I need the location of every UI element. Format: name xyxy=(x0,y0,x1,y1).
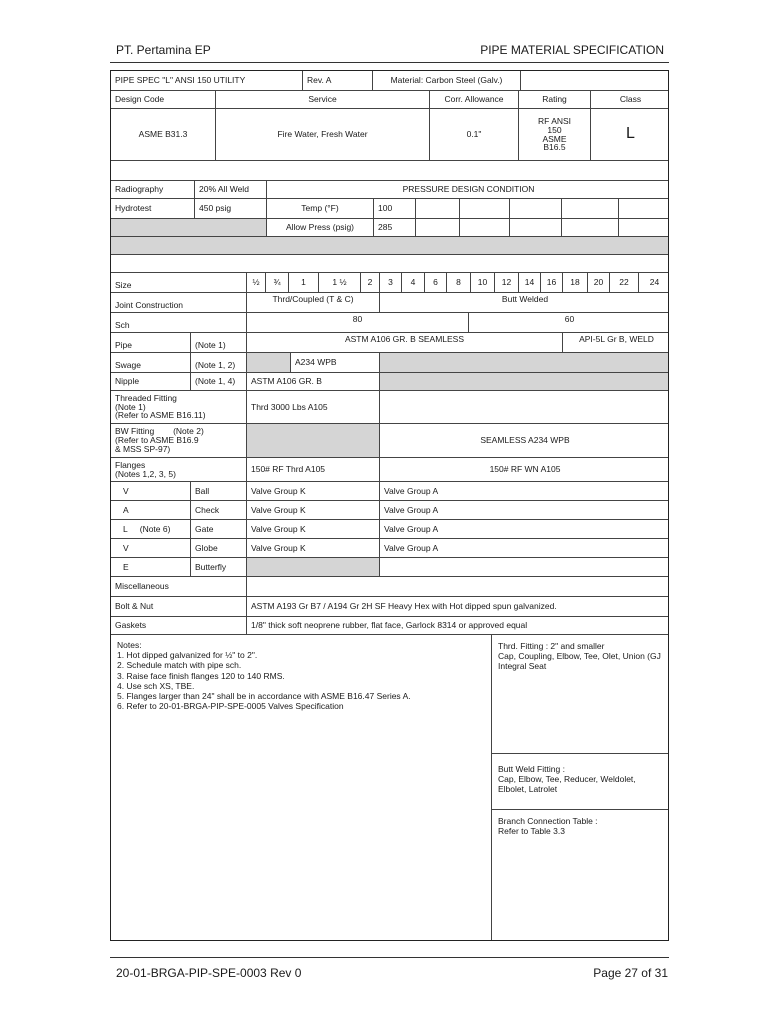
flanges-label xyxy=(111,458,247,482)
press-cell xyxy=(510,219,562,237)
valve-large-butterfly xyxy=(380,558,669,577)
class-label: Class xyxy=(591,91,669,109)
valve-small-check: Valve Group K xyxy=(247,501,380,520)
valve-letter: V xyxy=(111,482,191,501)
corr-label: Corr. Allowance xyxy=(430,91,519,109)
branch-note-title: Branch Connection Table : xyxy=(498,816,598,826)
bw-fitting-label-line: (Refer to ASME B16.9 xyxy=(115,435,199,446)
size-value: 18 xyxy=(563,273,588,293)
flanges-small: 150# RF Thrd A105 xyxy=(247,458,380,482)
size-value: ½ xyxy=(247,273,266,293)
swage-shaded xyxy=(380,353,669,373)
notes-title: Notes: xyxy=(117,640,142,650)
thrd-fitting-label-line: Threaded Fitting xyxy=(115,392,177,403)
valve-type-globe: Globe xyxy=(191,539,247,558)
temp-cell xyxy=(460,199,510,219)
thrd-fitting-note-body: Cap, Coupling, Elbow, Tee, Olet, Union (GJ Integral Seat xyxy=(498,651,661,672)
valve-large-gate: Valve Group A xyxy=(380,520,669,539)
header-divider xyxy=(110,62,669,63)
corr-value: 0.1" xyxy=(430,109,519,161)
design-code-value: ASME B31.3 xyxy=(111,109,216,161)
gaskets-label: Gaskets xyxy=(111,617,247,635)
valve-type-butterfly: Butterfly xyxy=(191,558,247,577)
valve-letter: A xyxy=(111,501,191,520)
class-value: L xyxy=(591,109,669,161)
thrd-fitting-label-line: (Refer to ASME B16.11) xyxy=(115,410,206,421)
notes-section xyxy=(111,635,669,941)
note-item: 4. Use sch XS, TBE. xyxy=(117,680,195,691)
temp-cell xyxy=(619,199,669,219)
valve-small-globe: Valve Group K xyxy=(247,539,380,558)
swage-shaded xyxy=(247,353,291,373)
temp-cell xyxy=(416,199,460,219)
spacer-row xyxy=(111,161,669,181)
bolt-value: ASTM A193 Gr B7 / A194 Gr 2H SF Heavy Hex with Hot dipped spun galvanized. xyxy=(247,597,669,617)
flanges-label-line: (Notes 1,2, 3, 5) xyxy=(115,468,176,479)
note-item: 1. Hot dipped galvanized for ½" to 2". xyxy=(117,650,258,661)
rating-line: RF ANSI xyxy=(537,115,572,126)
swage-value: A234 WPB xyxy=(291,353,380,373)
thrd-fitting-blank xyxy=(380,391,669,424)
spec-material: Material: Carbon Steel (Galv.) xyxy=(373,71,521,91)
spec-blank xyxy=(521,71,669,91)
swage-label: Swage xyxy=(111,353,191,373)
pipe-small: ASTM A106 GR. B SEAMLESS xyxy=(247,333,563,353)
size-value: 2 xyxy=(361,273,380,293)
valve-letter: E xyxy=(111,558,191,577)
size-value: 1 ½ xyxy=(319,273,361,293)
spacer-row xyxy=(111,255,669,273)
flanges-large: 150# RF WN A105 xyxy=(380,458,669,482)
temp-label: Temp (°F) xyxy=(267,199,374,219)
size-value: 22 xyxy=(610,273,639,293)
gaskets-value: 1/8" thick soft neoprene rubber, flat face, Garlock 8314 or approved equal xyxy=(247,617,669,635)
hydrotest-value: 450 psig xyxy=(195,199,267,219)
notes-list xyxy=(111,635,492,941)
nipple-shaded xyxy=(380,373,669,391)
radiography-value: 20% All Weld xyxy=(195,181,267,199)
header-company: PT. Pertamina EP xyxy=(116,43,211,57)
spec-rev: Rev. A xyxy=(303,71,373,91)
thrd-fitting-value: Thrd 3000 Lbs A105 xyxy=(247,391,380,424)
bw-fitting-note xyxy=(492,754,669,810)
valve-large-check: Valve Group A xyxy=(380,501,669,520)
sch-small: 80 xyxy=(247,313,469,333)
nipple-note: (Note 1, 4) xyxy=(191,373,247,391)
hydrotest-label: Hydrotest xyxy=(111,199,195,219)
bw-fitting-shaded xyxy=(247,424,380,458)
size-value: 10 xyxy=(471,273,495,293)
service-label: Service xyxy=(216,91,430,109)
note-item: 5. Flanges larger than 24" shall be in accordance with ASME B16.47 Series A. xyxy=(117,690,411,701)
note-item: 6. Refer to 20-01-BRGA-PIP-SPE-0005 Valves Specification xyxy=(117,701,344,712)
valve-type-ball: Ball xyxy=(191,482,247,501)
size-value: 1 xyxy=(289,273,319,293)
press-cell xyxy=(619,219,669,237)
valve-letter: L xyxy=(123,523,128,534)
valve-letter: V xyxy=(111,539,191,558)
branch-note xyxy=(492,810,669,941)
spec-table xyxy=(110,70,669,941)
header-doc-title: PIPE MATERIAL SPECIFICATION xyxy=(480,43,664,57)
swage-note: (Note 1, 2) xyxy=(191,353,247,373)
nipple-label: Nipple xyxy=(111,373,191,391)
press-cell xyxy=(416,219,460,237)
shaded-spacer-row xyxy=(111,237,669,255)
thrd-fitting-note-title: Thrd. Fitting : 2" and smaller xyxy=(498,641,605,651)
thrd-fitting-label-line: (Note 1) xyxy=(115,401,146,412)
valve-note: (Note 6) xyxy=(139,523,171,534)
bw-fitting-label-line: BW Fitting (Note 2) xyxy=(115,426,204,437)
valve-type-check: Check xyxy=(191,501,247,520)
valve-small-butterfly xyxy=(247,558,380,577)
temp-cell xyxy=(510,199,562,219)
blank-shaded xyxy=(111,219,267,237)
note-item: 3. Raise face finish flanges 120 to 140 RMS. xyxy=(117,670,285,681)
misc-label: Miscellaneous xyxy=(111,577,247,597)
size-value: 3 xyxy=(380,273,402,293)
bw-fitting-note-body: Cap, Elbow, Tee, Reducer, Weldolet, Elbolet, Latrolet xyxy=(498,774,636,795)
bw-fitting-note-title: Butt Weld Fitting : xyxy=(498,764,565,774)
pressure-design-title: PRESSURE DESIGN CONDITION xyxy=(267,181,669,199)
bolt-label: Bolt & Nut xyxy=(111,597,247,617)
size-value: 20 xyxy=(588,273,610,293)
valve-small-ball: Valve Group K xyxy=(247,482,380,501)
service-value: Fire Water, Fresh Water xyxy=(216,109,430,161)
temp-value: 100 xyxy=(374,199,416,219)
radiography-label: Radiography xyxy=(111,181,195,199)
rating-line: B16.5 xyxy=(543,142,566,153)
design-code-label: Design Code xyxy=(111,91,216,109)
sch-label: Sch xyxy=(111,313,247,333)
size-value: 12 xyxy=(495,273,519,293)
thrd-fitting-label xyxy=(111,391,247,424)
rating-line: 150 xyxy=(547,124,562,135)
joint-large: Butt Welded xyxy=(380,293,669,313)
bw-fitting-label-line: & MSS SP-97) xyxy=(115,443,171,454)
joint-label: Joint Construction xyxy=(111,293,247,313)
press-value: 285 xyxy=(374,219,416,237)
valve-large-globe: Valve Group A xyxy=(380,539,669,558)
valve-letter-row xyxy=(111,520,191,539)
spec-title: PIPE SPEC "L" ANSI 150 UTILITY xyxy=(111,71,303,91)
size-value: 4 xyxy=(402,273,425,293)
pipe-large: API-5L Gr B, WELD xyxy=(563,333,669,353)
footer-page: Page 27 of 31 xyxy=(593,966,668,980)
size-value: 6 xyxy=(425,273,447,293)
misc-value xyxy=(247,577,669,597)
size-value: 8 xyxy=(447,273,471,293)
sch-large: 60 xyxy=(469,313,669,333)
pipe-label: Pipe xyxy=(111,333,191,353)
rating-value xyxy=(519,109,591,161)
bw-fitting-value: SEAMLESS A234 WPB xyxy=(380,424,669,458)
branch-note-body: Refer to Table 3.3 xyxy=(498,826,565,837)
footer-divider xyxy=(110,957,669,958)
size-value: 14 xyxy=(519,273,541,293)
pipe-note: (Note 1) xyxy=(191,333,247,353)
press-cell xyxy=(562,219,619,237)
valve-type-gate: Gate xyxy=(191,520,247,539)
size-value: 24 xyxy=(639,273,669,293)
flanges-label-line: Flanges xyxy=(115,459,146,470)
rating-line: ASME xyxy=(542,133,567,144)
bw-fitting-label xyxy=(111,424,247,458)
footer-doc-no: 20-01-BRGA-PIP-SPE-0003 Rev 0 xyxy=(116,966,302,980)
nipple-value: ASTM A106 GR. B xyxy=(247,373,380,391)
thrd-fitting-note xyxy=(492,635,669,754)
note-item: 2. Schedule match with pipe sch. xyxy=(117,660,242,671)
press-cell xyxy=(460,219,510,237)
press-label: Allow Press (psig) xyxy=(267,219,374,237)
valve-small-gate: Valve Group K xyxy=(247,520,380,539)
size-value: 16 xyxy=(541,273,563,293)
joint-small: Thrd/Coupled (T & C) xyxy=(247,293,380,313)
rating-label: Rating xyxy=(519,91,591,109)
size-value: ¾ xyxy=(266,273,289,293)
size-label: Size xyxy=(111,273,247,293)
valve-large-ball: Valve Group A xyxy=(380,482,669,501)
temp-cell xyxy=(562,199,619,219)
